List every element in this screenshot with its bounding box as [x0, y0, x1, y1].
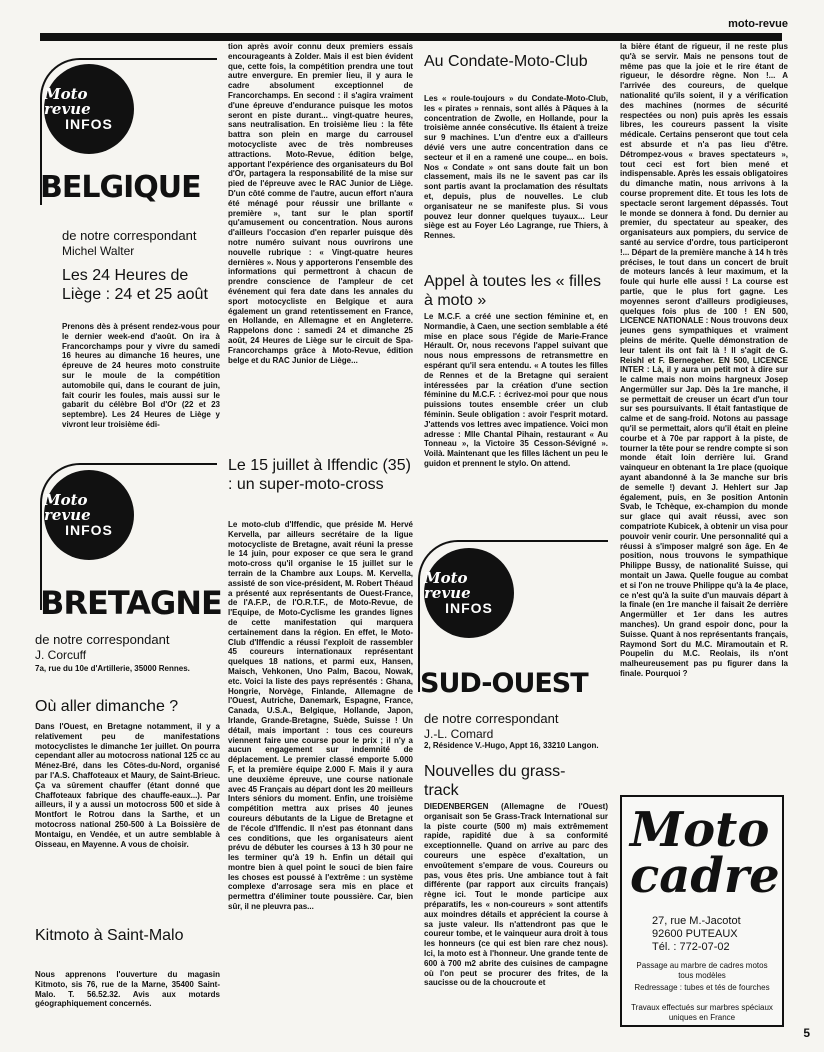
- ad-line2: Redressage : tubes et tés de fourches: [634, 983, 770, 992]
- condate-title: Au Condate-Moto-Club: [424, 53, 588, 70]
- belgique-title: Les 24 Heures de Liège : 24 et 25 août: [62, 267, 208, 303]
- moto-revue-infos-logo: Moto revue INFOS: [44, 64, 134, 154]
- dimanche-title: Où aller dimanche ?: [35, 698, 179, 715]
- iffendic-text: Le moto-club d'Iffendic, que préside M. Hervé Kervella, par ailleurs secrétaire de la ligue motocycliste de Bretagne, avait réuni la presse le 14 juin, pour exposer ce que sera le grand moto-cross qu'il organise le 15 juillet sur le terrain de la Chambre aux Loups. M. Kervella, assisté de son vice-président, M. Robert Théaud a présenté aux représentants de Ouest-France, de l'A.F.P., de l'O.R.T.F., de Moto-Revue, de l'Equipe, de Moto-Cyclisme les grandes lignes de cette manifestation qui marquera certainement dans la région. En effet, le Moto-Club d'Iffendic a réussi l'exploit de rassembler 45 coureurs internationaux représentant quelques 18 nations, et parmi eux, Hansen, Maisch, Vehkonen, Uno Palm, Bacou, Nowak, etc. Voici la liste des pays représentés : Ghana, Hongrie, Norvège, Finlande, Allemagne de l'Ouest, Autriche, Danemark, Espagne, France, Canada, U.S.A., Belgique, Hollande, Japon, Irlande, Grande-Bretagne, Suède, Suisse ! Un détail, mais important : tous ces coureurs viennent faire une course pour le prix ; il n'y a aucun engagement sur indemnité de déplacement. Le premier classé emporte 5.000 F, et la première équipe 2.000 F. Mais il y aura une deuxième épreuve, une course nationale avec 45 Français au départ dont les 20 meilleurs Inters séniors du moment. Enfin, une troisième compétition mettra aux prises 40 jeunes coureurs débutants de la Ligue de Bretagne et de l'école d'Iffendic. Il n'est pas étonnant dans ces conditions, que les organisateurs aient prévu de débuter les courses à 13 h 30 pour ne les terminer qu'à 19 h. Enfin un détail qui montre bien à quel point le souci de bien faire les choses est poussé à l'extrême : un système complexe d'arrosage sera mis en place et permettra d'éliminer toute poussière. Car, bien sûr, il ne pleuvra pas...: [228, 520, 413, 912]
- region-sud-ouest: SUD-OUEST: [420, 668, 588, 699]
- kitmoto-text: Nous apprenons l'ouverture du magasin Kitmoto, sis 76, rue de la Marne, 35400 Saint-Malo. T. 56.52.32. Avis aux motards géographiquement concernés.: [35, 970, 220, 1009]
- belgique-text-col2: tion après avoir connu deux premiers essais encourageants à Zolder. Mais il est bien évident que, cette fois, la compétition prendra une tout autre envergure. En premier lieu, il y aura le cadre absolument exceptionnel de Francorchamps. En second : il s'agira vraiment d'une épreuve d'endurance puisque les motos seront en piste durant... vingt-quatre heures, sans neutralisation. En troisième lieu : la fête battra son plein en marge du carrousel motocycliste avec de très nombreuses attractions. Moto-Revue, édition belge, apportant l'expérience des organisateurs du Bol d'Or, partagera la responsabilité de la mise sur pied de l'épreuve avec le RAC Junior de Liège. D'un côté comme de l'autre, aucun effort n'aura été ménagé pour réussir une brillante « première », tant sur le plan sportif qu'amusement ou concentration. Nous aurons d'ailleurs l'occasion d'en reparler puisque dès notre numéro suivant nous ouvrirons une nouvelle rubrique : « Vingt-quatre heures dernières ». Nous y apporterons l'ensemble des informations qui permettront à chacun de prendre conscience de l'ampleur de cet événement qui fera date dans les annales du sport motocycliste en Belgique et aura également un grand retentissement en France, en Hollande, en Allemagne et en Angleterre. Rappelons donc : samedi 24 et dimanche 25 août, 24 Heures de Liège sur le circuit de Spa-Francorchamps grâce à Moto-Revue, édition belge et du RAC Junior de Liège...: [228, 42, 413, 365]
- moto-cadre-logo: Moto cadre: [630, 802, 780, 904]
- iffendic-title: Le 15 juillet à Iffendic (35) : un super-moto-cross: [228, 457, 411, 493]
- grasstrack-title: Nouvelles du grass-track: [424, 763, 566, 799]
- moto-revue-infos-logo: Moto revue INFOS: [44, 470, 134, 560]
- ad-line3: Travaux effectués sur marbres spéciaux uniques en France: [631, 1003, 773, 1022]
- region-belgique: BELGIQUE: [40, 170, 201, 205]
- grasstrack-text: DIEDENBERGEN (Allemagne de l'Ouest) organisait son 5e Grass-Track International sur la piste courte (500 m) mais extrêmement rapide, rapidité due à sa conformité exceptionnelle. Quand on arrive au parc des coureurs une espèce d'exaltation, un envoûtement s'empare de vous. Coureurs ou pas, vous êtes pris. Une ambiance tout à fait différente (par rapport aux circuits français) règne ici. Tout le monde participe aux préparatifs, les « non-coureurs » sont attentifs aux moindres détails et apprécient la course à sa juste valeur. Ils n'attendront pas que le coureur tombe, et le vainqueur aura droit à tous les honneurs (ce qui est bien rare chez nous). Ici, la moto est à l'honneur. Une grande tente de 600 à 700 m2 abrite des cuisines de campagne où l'on peut se procurer des frites, de la saucisse ou de la choucroute et: [424, 802, 608, 988]
- bretagne-address: 7a, rue du 10e d'Artillerie, 35000 Rennes.: [35, 664, 190, 673]
- ad-address-line2: 92600 PUTEAUX: [652, 928, 738, 940]
- magazine-brand: moto-revue: [728, 18, 788, 30]
- top-rule: [40, 33, 782, 41]
- page-number: 5: [803, 1026, 810, 1040]
- ad-line1: Passage au marbre de cadres motos tous modèles: [636, 961, 768, 980]
- sudouest-address: 2, Résidence V.-Hugo, Appt 16, 33210 Langon.: [424, 741, 599, 750]
- kitmoto-title: Kitmoto à Saint-Malo: [35, 927, 184, 944]
- bretagne-correspondent-prefix: de notre correspondant: [35, 632, 170, 647]
- sudouest-correspondent-prefix: de notre correspondant: [424, 711, 559, 726]
- appel-title: Appel à toutes les « filles à moto »: [424, 273, 601, 309]
- region-bretagne: BRETAGNE: [40, 584, 222, 622]
- moto-revue-infos-logo: Moto revue INFOS: [424, 548, 514, 638]
- bretagne-correspondent: J. Corcuff: [35, 648, 87, 662]
- dimanche-text: Dans l'Ouest, en Bretagne notamment, il y a relativement peu de manifestations motocyclistes le dimanche 1er juillet. On pourra cependant aller au motocross national 125 cc au Ménez-Bré, dans les Côtes-du-Nord, organisé par l'A.S. Chaffoteaux et Maury, de Saint-Brieuc. Ça va sûrement chauffer (étant donné que Chaffoteaux fabrique des chauffe-eaux...). Par ailleurs, il y a aussi un motocross 500 et side à Montfort le Rotrou dans la Sarthe, et un motocross national 250-500 à La Boissière de Montaigu, en Vendée, et un autre semblable à Oisseau, en Mayenne. A vous de choisir.: [35, 722, 220, 849]
- ad-address-line1: 27, rue M.-Jacotot: [652, 915, 741, 927]
- belgique-text-col1: Prenons dès à présent rendez-vous pour le dernier week-end d'août. On ira à Francorchamps pour y vivre du samedi 16 heures au dimanche 16 heures, une épreuve de 24 heures moto construite sur le moule de la compétition automobile qui, dans le courant de juin, fait courir les foules, mais aussi sur le gabarit du célèbre Bol d'Or (22 et 23 septembre). Les 24 Heures de Liège y vivront leur troisième édi-: [62, 322, 220, 429]
- belgique-correspondent: Michel Walter: [62, 244, 135, 258]
- grasstrack-text-col4: la bière étant de rigueur, il ne reste plus qu'à se servir. Mais ne pensons tout de même pas que la joie et le rire étant de rigueur, le désordre règne. Non !... A l'arrivée des coureurs, de quelque nationalité qu'ils soient, il y a vérification des machines (normes de sécurité respectées ou non) puis après les essais libres, les coureurs passent la visite médicale. Certains penseront que tout cela est absurde et n'a pas lieu d'être. Détrompez-vous « braves spectateurs », tout ceci est fort bien mené et indispensable. Après les essais obligatoires du dimanche matin, nous arrivons à la course proprement dite. Et tous les lots de spectacle seront largement dépassés. Tout le monde se donnera à fond. Du dernier au premier, du spectateur au speaker, des organisateurs aux pompiers, du service de santé au service d'ordre, tous participeront !... Départ de la première manche à 14 h très précises, le tout dans un concert de bruit de moteurs lancés à leur maximum, et la foule qui hurle elle aussi ! La course est partie, que le plus fort gagne. Les moyennes seront d'ailleurs prodigieuses, quelques fois plus de 100 ! EN 500, LICENCE NATIONALE : Nous trouvons deux jeunes gens sympathiques et vraiment pleins de mérite. Quelle démonstration de leur talent ils ont fait là ! Il s'agit de G. Reishl et F. Bernegeher. EN 500, LICENCE INTER : Là, il y aura un petit mot à dire sur le calme mais non moins hargneux Josep Angermüller sur Jap. Dès la 1re manche, il se permettait de creuser un écart d'un tour sur ses poursuivants. Il était fantastique de calme et de sang-froid. Notons au passage qu'il se permettait, alors qu'il était en pleine courbe et à 70e par rapport à la piste, de tourner la tête pour se rendre compte si son monde était loin derrière lui. Grand vainqueur en obtenant la 1re place (quoique ayant abandonné à la 3e manche sur bris de semelle !) devant J. Hehlert sur Jap également, puis, en 3e position Antonin Svab, le Tchèque, ex-champion du monde sur glace qui avait réussi, avec son compatriote Kubicek, à obtenir un visa pour pouvoir venir courir. Une personnalité qui a réussi à s'imposer malgré son âge. En 4e position, nous trouvons le sympathique Philippe Bussy, de nationalité Suisse, qui montait un Jawa. Quelle fougue au combat et si l'on ne trouve Philippe qu'à la 4e place, ce n'est qu'à la suite d'un mauvais départ à la finale (en 1re manche il faisait 2e derrière Angermüller et 1er dans les autres manches). Un grand espoir donc, pour la Suisse. Quant à nos représentants français, Raymond Sort du M.C. Miramoutain et R. Poupelin du M.C. Reolais, ils n'ont malheureusement pas pu figurer dans la finale. Pourquoi ?: [620, 42, 788, 678]
- condate-text: Les « roule-toujours » du Condate-Moto-Club, les « pirates » rennais, sont allés à Pâques à la concentration de Zwolle, en Hollande, pour la troisième année consécutive. Ils étaient à treize sur 9 machines. L'un d'entre eux a d'ailleurs dévié vers une autre concentration dans ce secteur et il en a ramené une coupe... en bois. Nos « Condate » ont sans doute fait un bon classement, mais ils ne le savent pas car ils sont partis avant la proclamation des résultats et, depuis, plus de nouvelles. Le club organisateur ne se manifeste plus. Si vous pouvez leur donner quelques tuyaux... Leur siège est au Foyer Léo Lagrange, rue Thiers, à Rennes.: [424, 94, 608, 241]
- ad-phone: Tél. : 772-07-02: [652, 941, 730, 953]
- belgique-correspondent-prefix: de notre correspondant: [62, 228, 197, 243]
- moto-cadre-ad: [620, 795, 784, 1027]
- appel-text: Le M.C.F. a créé une section féminine et, en Normandie, à Caen, une section semblable a été mise en place sous l'égide de Marie-France Hérault. Or, nous recevons l'appel suivant que nous nous empressons de retransmettre en espérant qu'il sera entendu. « A toutes les filles de Rennes et de la Bretagne qui seraient intéressées par la création d'une section féminine du M.C.F. : écrivez-moi pour que nous puissions toutes ensemble créer un club féminin. Seule obligation : avoir l'esprit motard. J'attends vos lettres avec impatience. Voici mon adresse : Mlle Chantal Pihain, restaurant « Au Tonneau », la Victoire 35 Cesson-Sévigné ». Voilà. Maintenant que les filles lâchent un peu le guidon et prennent le stylo. On attend.: [424, 312, 608, 468]
- sudouest-correspondent: J.-L. Comard: [424, 727, 494, 741]
